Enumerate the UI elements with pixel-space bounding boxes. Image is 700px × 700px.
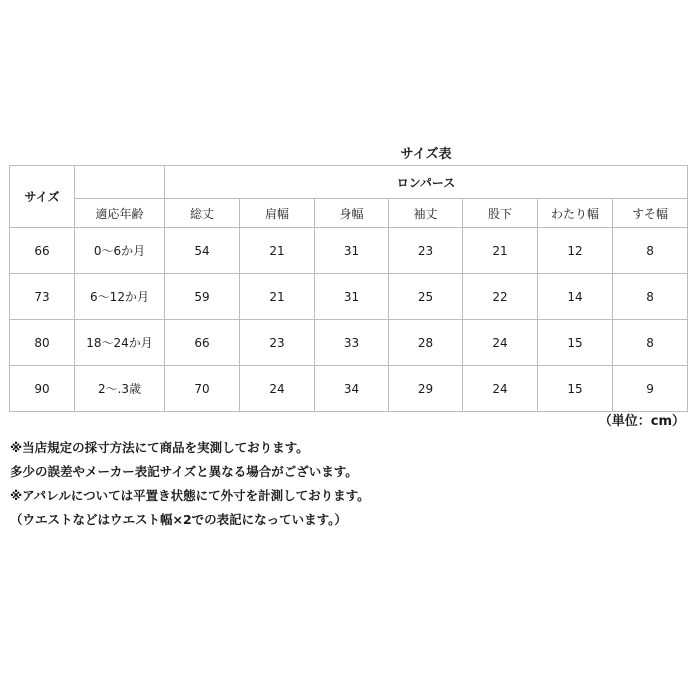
value-cell: 9 xyxy=(613,366,688,412)
column-header: 肩幅 xyxy=(240,199,315,228)
age-cell: 2～.3歳 xyxy=(75,366,165,412)
column-header: 股下 xyxy=(463,199,538,228)
age-cell: 6～12か月 xyxy=(75,274,165,320)
value-cell: 21 xyxy=(463,228,538,274)
table-row xyxy=(10,366,688,412)
size-table xyxy=(9,165,688,412)
note-line: 多少の誤差やメーカー表記サイズと異なる場合がございます。 xyxy=(10,464,358,479)
table-row xyxy=(10,320,688,366)
column-header: わたり幅 xyxy=(538,199,613,228)
age-cell: 18～24か月 xyxy=(75,320,165,366)
age-header-empty xyxy=(75,166,165,199)
value-cell: 14 xyxy=(538,274,613,320)
unit-label: （単位：cm） xyxy=(598,414,685,429)
header-row-columns xyxy=(10,199,688,228)
value-cell: 23 xyxy=(389,228,463,274)
value-cell: 8 xyxy=(613,274,688,320)
value-cell: 31 xyxy=(315,274,389,320)
value-cell: 8 xyxy=(613,320,688,366)
value-cell: 24 xyxy=(463,320,538,366)
value-cell: 34 xyxy=(315,366,389,412)
value-cell: 66 xyxy=(165,320,240,366)
value-cell: 25 xyxy=(389,274,463,320)
size-cell: 73 xyxy=(10,274,75,320)
value-cell: 23 xyxy=(240,320,315,366)
note-line: ※当店規定の採寸方法にて商品を実測しております。 xyxy=(10,440,309,455)
value-cell: 12 xyxy=(538,228,613,274)
header-row-group xyxy=(10,166,688,199)
size-cell: 66 xyxy=(10,228,75,274)
value-cell: 33 xyxy=(315,320,389,366)
value-cell: 15 xyxy=(538,366,613,412)
romper-group-header: ロンパース xyxy=(165,166,688,199)
note-line: （ウエストなどはウエスト幅×2での表記になっています。） xyxy=(10,512,347,527)
notes xyxy=(10,436,370,532)
age-header: 適応年齢 xyxy=(75,199,165,228)
value-cell: 29 xyxy=(389,366,463,412)
value-cell: 59 xyxy=(165,274,240,320)
column-header: 身幅 xyxy=(315,199,389,228)
value-cell: 8 xyxy=(613,228,688,274)
value-cell: 15 xyxy=(538,320,613,366)
value-cell: 31 xyxy=(315,228,389,274)
value-cell: 24 xyxy=(240,366,315,412)
table-title: サイズ表 xyxy=(400,147,452,162)
value-cell: 21 xyxy=(240,228,315,274)
value-cell: 21 xyxy=(240,274,315,320)
table-row xyxy=(10,228,688,274)
column-header: すそ幅 xyxy=(613,199,688,228)
value-cell: 28 xyxy=(389,320,463,366)
table-row xyxy=(10,274,688,320)
value-cell: 22 xyxy=(463,274,538,320)
column-header: 袖丈 xyxy=(389,199,463,228)
value-cell: 70 xyxy=(165,366,240,412)
column-header: 総丈 xyxy=(165,199,240,228)
size-cell: 90 xyxy=(10,366,75,412)
size-header: サイズ xyxy=(10,166,75,228)
note-line: ※アパレルについては平置き状態にて外寸を計測しております。 xyxy=(10,488,370,503)
age-cell: 0～6か月 xyxy=(75,228,165,274)
size-cell: 80 xyxy=(10,320,75,366)
value-cell: 54 xyxy=(165,228,240,274)
value-cell: 24 xyxy=(463,366,538,412)
